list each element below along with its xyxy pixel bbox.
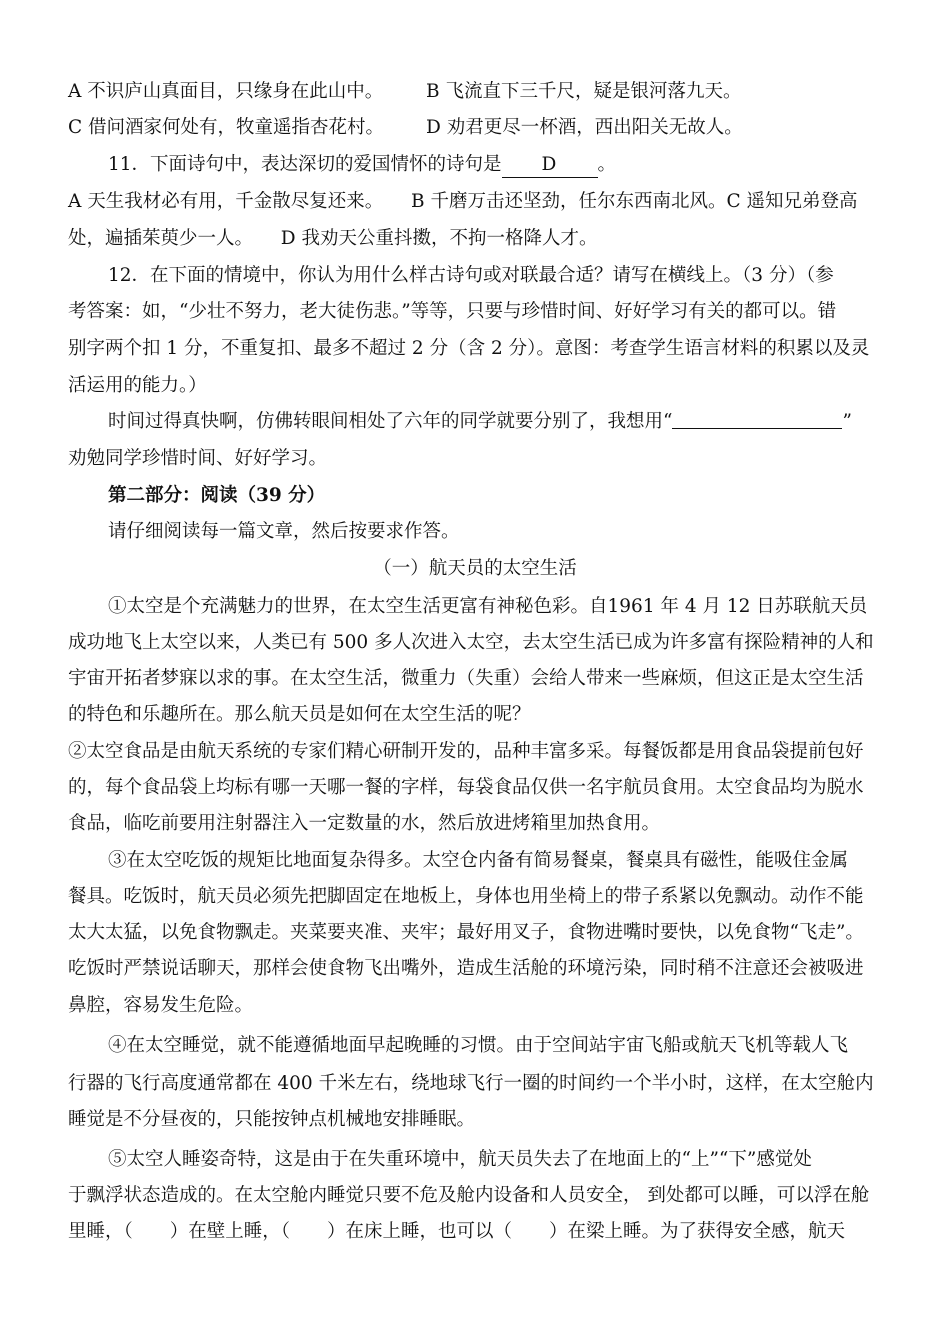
article-title: （一）航天员的太空生活: [373, 558, 577, 579]
passage-line: 的，每个食品袋上均标有哪一天哪一餐的字样，每袋食品仅供一名宇航员食用。太空食品均为脱水: [68, 777, 864, 798]
passage-line: 鼻腔，容易发生危险。: [68, 995, 254, 1016]
q12-line-4: 活运用的能力。）: [68, 375, 207, 396]
q12-line-2: 考答案：如，“少壮不努力，老大徒伤悲。”等等，只要与珍惜时间、好好学习有关的都可以。错: [68, 301, 837, 322]
passage-line: 太大太猛，以免食物飘走。夹菜要夹准、夹牢；最好用叉子，食物进嘴时要快，以免食物“飞走”。: [68, 922, 864, 943]
q11-stem: 11．下面诗句中，表达深切的爱国情怀的诗句是 D 。: [108, 153, 928, 178]
passage-line: ①太空是个充满魅力的世界，在太空生活更富有神秘色彩。自1961 年 4 月 12 日苏联航天员: [108, 596, 868, 617]
q11-answer-blank: D: [502, 153, 598, 178]
q12-context-line-2: 劝勉同学珍惜时间、好好学习。: [68, 448, 328, 469]
passage-line: ②太空食品是由航天系统的专家们精心研制开发的，品种丰富多采。每餐饭都是用食品袋提前包好: [68, 741, 864, 762]
passage-line: 食品，临吃前要用注射器注入一定数量的水，然后放进烤箱里加热食用。: [68, 813, 661, 834]
passage-line: 睡觉是不分昼夜的，只能按钟点机械地安排睡眠。: [68, 1109, 476, 1130]
q12-line-1: 12．在下面的情境中，你认为用什么样古诗句或对联最合适？请写在横线上。（3 分）（参: [108, 265, 834, 286]
passage-line: 行器的飞行高度通常都在 400 千米左右，绕地球飞行一圈的时间约一个半小时，这样，在太空舱内: [68, 1073, 874, 1094]
q12-context-line-1: 时间过得真快啊，仿佛转眼间相处了六年的同学就要分别了，我想用“ ”: [108, 411, 852, 432]
passage-line: 餐具。吃饭时，航天员必须先把脚固定在地板上，身体也用坐椅上的带子系紧以免飘动。动作不能: [68, 886, 864, 907]
passage-line: ③在太空吃饭的规矩比地面复杂得多。太空仓内备有简易餐桌，餐桌具有磁性，能吸住金属: [108, 850, 849, 871]
part2-heading: 第二部分：阅读（39 分）: [108, 485, 326, 506]
passage-line: 宇宙开拓者梦寐以求的事。在太空生活，微重力（失重）会给人带来一些麻烦，但这正是太空生活: [68, 668, 864, 689]
passage-line: 于飘浮状态造成的。在太空舱内睡觉只要不危及舱内设备和人员安全， 到处都可以睡，可以浮在舱: [68, 1185, 870, 1206]
q10-options-row-1: [68, 80, 888, 104]
q11-options-line-2: 处，遍插茱萸少一人。 D 我劝天公重抖擞，不拘一格降人才。: [68, 228, 598, 249]
q10-option-d: D 劝君更尽一杯酒，西出阳关无故人。: [426, 117, 743, 138]
q12-line-3: 别字两个扣 1 分，不重复扣、最多不超过 2 分（含 2 分）。意图：考查学生语言材料的积累以及灵: [68, 338, 870, 359]
passage-line: ⑤太空人睡姿奇特，这是由于在失重环境中，航天员失去了在地面上的“上”“下”感觉处: [108, 1149, 812, 1170]
passage-line: 成功地飞上太空以来，人类已有 500 多人次进入太空，去太空生活已成为许多富有探险精神的人和: [68, 632, 874, 653]
q10-option-c: C 借问酒家何处有，牧童遥指杏花村。: [68, 117, 385, 138]
q10-option-b: B 飞流直下三千尺，疑是银河落九天。: [426, 81, 742, 102]
passage-line: 的特色和乐趣所在。那么航天员是如何在太空生活的呢？: [68, 704, 531, 725]
q10-options-row-2: [68, 116, 888, 140]
passage-line: 吃饭时严禁说话聊天，那样会使食物飞出嘴外，造成生活舱的环境污染，同时稍不注意还会被吸进: [68, 958, 864, 979]
part2-instruction: 请仔细阅读每一篇文章，然后按要求作答。: [108, 521, 460, 542]
passage-line: ④在太空睡觉，就不能遵循地面早起晚睡的习惯。由于空间站宇宙飞船或航天飞机等载人飞: [108, 1035, 849, 1056]
q12-answer-blank: [672, 410, 842, 429]
q10-option-a: A 不识庐山真面目，只缘身在此山中。: [68, 81, 384, 102]
q11-options-line-1: A 天生我材必有用，千金散尽复还来。 B 千磨万击还坚劲，任尔东西南北风。C 遥知兄弟登高: [68, 191, 858, 212]
passage-line: 里睡，（ ）在壁上睡，（ ）在床上睡，也可以（ ）在梁上睡。为了获得安全感，航天: [68, 1221, 846, 1242]
